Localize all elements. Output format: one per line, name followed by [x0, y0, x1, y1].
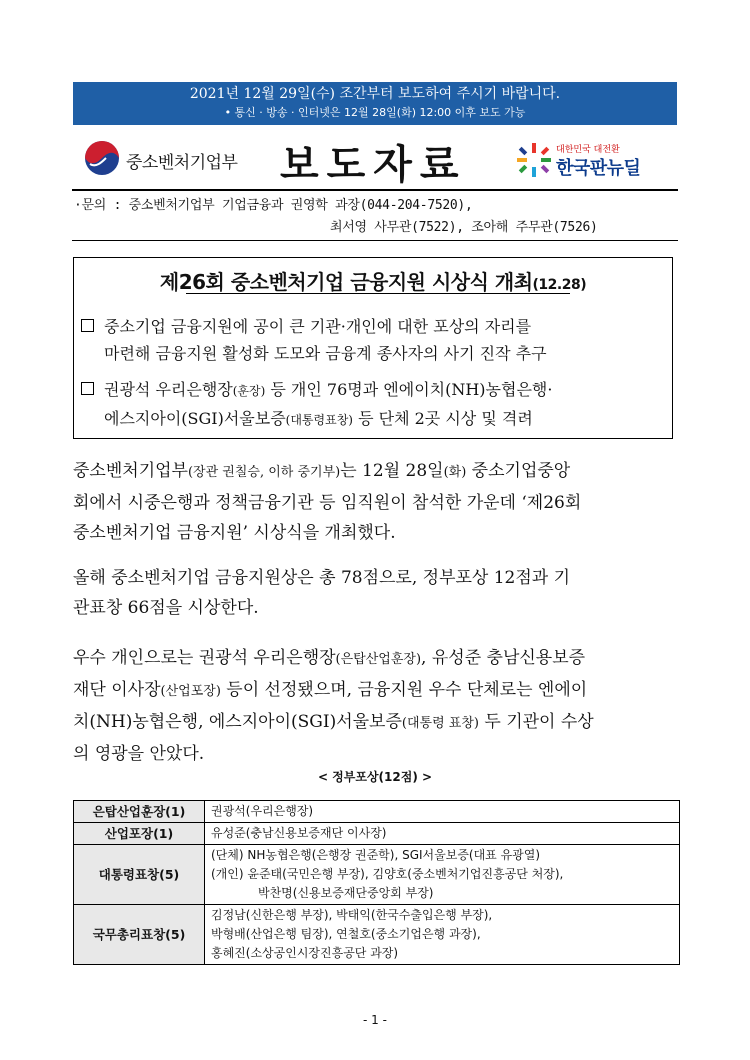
korean-new-deal-logo-icon	[515, 141, 553, 179]
table-row	[74, 845, 680, 905]
headline-underline	[186, 293, 570, 294]
headline-date: (12.28)	[532, 277, 587, 293]
summary-box	[73, 257, 673, 439]
header-divider	[72, 189, 678, 191]
contact-line-1: ·문의 : 중소벤처기업부 기업금융과 권영학 과장(044-204-7520),	[74, 198, 473, 213]
bullet-2-text: 등 단체 2곳 시상 및 격려	[352, 409, 533, 428]
recipient-line: (단체) NH농협은행(은행장 권준학), SGI서울보증(대표 유광열)	[211, 848, 541, 862]
page-number: - 1 -	[363, 1013, 387, 1027]
text: 두 기관이 수상	[478, 712, 594, 732]
text: 올해 중소벤처기업 금융지원상은 총 78점으로, 정부포상 12점과 기	[73, 568, 571, 588]
text: , 유성준 충남신용보증	[421, 648, 586, 668]
contact-line-2: 최서영 사무관(7522), 조아해 주무관(7526)	[330, 220, 598, 235]
body-paragraph-3	[73, 643, 678, 769]
text: 중소기업중앙	[466, 461, 571, 481]
text: 회에서 시중은행과 정책금융기관 등 임직원이 참석한 가운데 ‘제26회	[73, 493, 582, 513]
body-paragraph-2	[73, 563, 678, 623]
bullet-2-award: (대통령표창)	[285, 413, 353, 427]
body-paragraph-1	[73, 456, 678, 548]
embargo-line2: • 통신 · 방송 · 인터넷은 12월 28일(화) 12:00 이후 보도 가능	[224, 106, 526, 119]
table-row	[74, 801, 680, 823]
text: (대통령 표창)	[401, 716, 479, 731]
recipient-line: 유성준(충남신용보증재단 이사장)	[211, 826, 387, 840]
partner-logo-title: 한국판뉴딜	[556, 158, 641, 179]
award-label: 대통령표창(5)	[74, 845, 205, 905]
ministry-name: 중소벤처기업부	[126, 153, 238, 173]
bullet-2-text: 에스지아이(SGI)서울보증	[104, 409, 286, 428]
text: 는 12월 28일	[340, 461, 444, 481]
summary-bullet-1	[81, 313, 547, 367]
text: (은탑산업훈장)	[335, 652, 422, 667]
recipient-line: 김정남(신한은행 부장), 박태익(한국수출입은행 부장),	[211, 908, 493, 922]
award-recipients	[205, 801, 680, 823]
recipient-line: 박형배(산업은행 팀장), 연철호(중소기업은행 과장),	[211, 927, 481, 941]
text: 의 영광을 안았다.	[73, 744, 205, 764]
bullet-2-text: 등 개인 76명과 엔에이치(NH)농협은행·	[265, 380, 553, 399]
text: 재단 이사장	[73, 680, 161, 700]
table-row	[74, 905, 680, 965]
recipient-line: (개인) 윤준태(국민은행 부장), 김양호(중소벤처기업진흥공단 처장),	[211, 867, 564, 881]
recipient-line: 홍혜진(소상공인시장진흥공단 과장)	[211, 946, 399, 960]
summary-bullet-2	[81, 376, 552, 434]
text: 중소벤처기업 금융지원’ 시상식을 개최했다.	[73, 523, 396, 543]
bullet-2-text: 권광석 우리은행장	[104, 380, 233, 399]
bullet-2-award: (훈장)	[232, 384, 266, 398]
headline	[74, 266, 672, 295]
table-row	[74, 823, 680, 845]
award-label: 국무총리표창(5)	[74, 905, 205, 965]
press-release-title: 보도자료	[280, 141, 467, 188]
text: 등이 선정됐으며, 금융지원 우수 단체로는 엔에이	[220, 680, 588, 700]
bullet-1-line-2: 마련해 금융지원 활성화 도모와 금융계 종사자의 사기 진작 추구	[104, 344, 547, 363]
award-recipients	[205, 845, 680, 905]
headline-text: 제26회 중소벤처기업 금융지원 시상식 개최	[159, 270, 533, 294]
partner-logo-subtitle: 대한민국 대전환	[556, 145, 620, 155]
award-label: 은탑산업훈장(1)	[74, 801, 205, 823]
recipient-line: 권광석(우리은행장)	[211, 804, 314, 818]
text: (화)	[443, 465, 467, 480]
award-label: 산업포장(1)	[74, 823, 205, 845]
text: 중소벤처기업부	[73, 461, 188, 481]
award-recipients	[205, 823, 680, 845]
government-awards-table	[73, 800, 680, 965]
text: (장관 권칠승, 이하 중기부)	[187, 465, 341, 480]
text: 관표창 66점을 시상한다.	[73, 598, 259, 618]
text: 치(NH)농협은행, 에스지아이(SGI)서울보증	[73, 712, 402, 732]
checkbox-bullet-icon	[81, 382, 94, 395]
checkbox-bullet-icon	[81, 319, 94, 332]
embargo-line1: 2021년 12월 29일(수) 조간부터 보도하여 주시기 바랍니다.	[189, 86, 561, 102]
bullet-1-line-1: 중소기업 금융지원에 공이 큰 기관·개인에 대한 포상의 자리를	[104, 317, 532, 336]
embargo-banner	[73, 82, 677, 125]
recipient-line: 박찬명(신용보증재단중앙회 부장)	[258, 886, 434, 900]
table-caption: < 정부포상(12점) >	[317, 770, 433, 784]
contact-divider	[72, 240, 678, 241]
government-emblem-icon	[84, 140, 120, 176]
text: 우수 개인으로는 권광석 우리은행장	[73, 648, 336, 668]
award-recipients	[205, 905, 680, 965]
text: (산업포장)	[160, 684, 221, 699]
